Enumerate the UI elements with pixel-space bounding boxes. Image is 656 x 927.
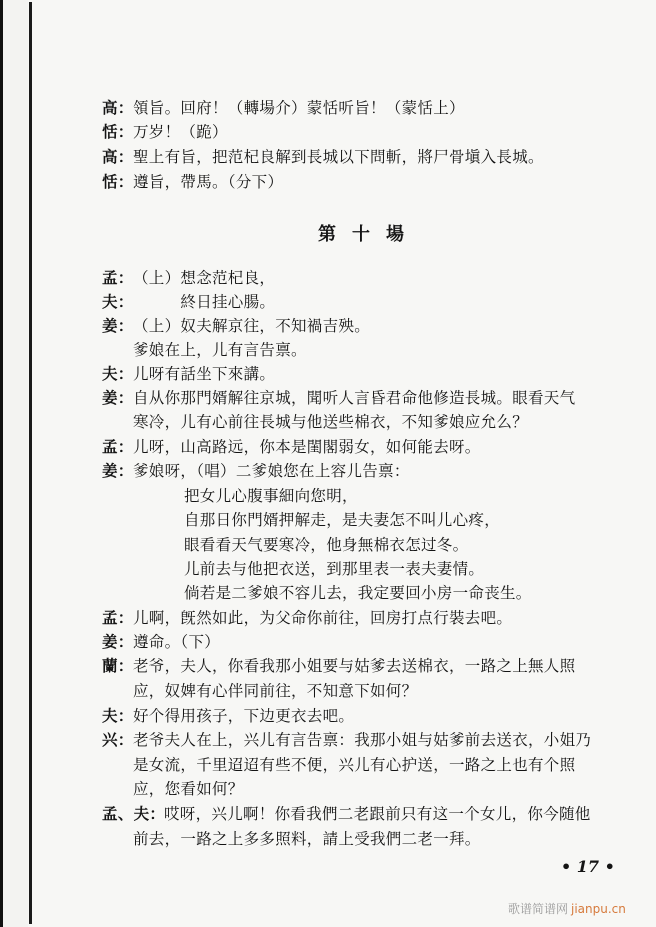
dialogue-text: 遵旨，帶馬。（分下）	[133, 173, 284, 191]
verse-text: 自那日你門婿押解走，是夫妻怎不叫儿心疼，	[184, 511, 501, 529]
dialogue-text: 万岁！（跪）	[133, 123, 228, 141]
dialogue-text: 应，您看如何？	[133, 780, 244, 798]
dialogue-text: 爹娘呀，（唱）二爹娘您在上容儿告禀：	[133, 462, 410, 480]
dialogue-text: 寒冷，儿有心前往長城与他送些棉衣，不知爹娘应允么？	[133, 413, 529, 431]
speaker-label: 孟、夫：	[102, 804, 166, 823]
dialogue-text: （上）奴夫解京往，不知禍吉殃。	[133, 317, 371, 335]
scene-title: 第十場	[318, 224, 420, 245]
speaker-label: 兴：	[102, 730, 134, 749]
speaker-label: 高：	[102, 98, 134, 117]
dialogue-text: 是女流，千里迢迢有些不便，兴儿有心护送，一路之上也有个照	[133, 756, 576, 774]
watermark-cn: 歌谱简谱网	[508, 902, 569, 916]
speaker-label: 孟：	[102, 437, 134, 456]
dialogue-text: 应，奴婢有心伴同前往，不知意下如何？	[133, 682, 418, 700]
speaker-label: 姜：	[102, 316, 134, 335]
speaker-label: 恬：	[102, 122, 134, 141]
speaker-label: 夫：	[102, 364, 134, 383]
dialogue-text: 遵命。（下）	[133, 633, 221, 651]
speaker-label: 孟：	[102, 608, 134, 627]
speaker-label: 夫：	[102, 706, 134, 725]
dialogue-text: 儿啊，旣然如此，为父命你前往，回房打点行裝去吧。	[133, 609, 513, 627]
verse-text: 倘若是二爹娘不容儿去，我定要回小房一命丧生。	[184, 584, 532, 602]
page-number: • 17 •	[561, 857, 615, 876]
dialogue-text: 前去，一路之上多多照料，請上受我們二老一拜。	[133, 830, 481, 848]
dialogue-text: 聖上有旨，把范杞良解到長城以下問斬，將尸骨塡入長城。	[133, 148, 544, 166]
verse-text: 把女儿心腹事細向您明，	[184, 487, 358, 505]
dialogue-text: 終日挂心腸。	[133, 293, 276, 311]
dialogue-text: 老爷，夫人，你看我那小姐要与姑爹去送棉衣，一路之上無人照	[133, 657, 576, 675]
speaker-label: 姜：	[102, 388, 134, 407]
verse-text: 眼看看天气要寒冷，他身無棉衣怎过冬。	[184, 536, 469, 554]
dialogue-text: （上）想念范杞良，	[133, 269, 276, 287]
dialogue-text: 領旨。回府！（轉場介）蒙恬听旨！（蒙恬上）	[133, 99, 465, 117]
watermark-en: jianpu.cn	[571, 902, 626, 916]
speaker-label: 姜：	[102, 461, 134, 480]
speaker-label: 蘭：	[102, 656, 134, 675]
speaker-label: 夫：	[102, 292, 134, 311]
speaker-label: 恬：	[102, 172, 134, 191]
speaker-label: 姜：	[102, 632, 134, 651]
dialogue-text: 儿呀，山高路远，你本是閨閣弱女，如何能去呀。	[133, 438, 481, 456]
dialogue-text: 爹娘在上，儿有言告禀。	[133, 341, 307, 359]
verse-text: 儿前去与他把衣送，到那里表一表夫妻情。	[184, 560, 485, 578]
dialogue-text: 老爷夫人在上，兴儿有言告禀：我那小姐与姑爹前去送衣，小姐乃	[133, 731, 592, 749]
speaker-label: 孟：	[102, 268, 134, 287]
speaker-label: 高：	[102, 147, 134, 166]
watermark	[508, 900, 626, 917]
dialogue-text: 儿呀有話坐下來講。	[133, 365, 276, 383]
dialogue-text: 自从你那門婿解往京城，聞听人言昏君命他修造長城。眼看天气	[133, 389, 576, 407]
dialogue-text: 好个得用孩子，下边更衣去吧。	[133, 707, 355, 725]
dialogue-text: 哎呀，兴儿啊！你看我們二老跟前只有这一个女儿，你今随他	[164, 805, 591, 823]
